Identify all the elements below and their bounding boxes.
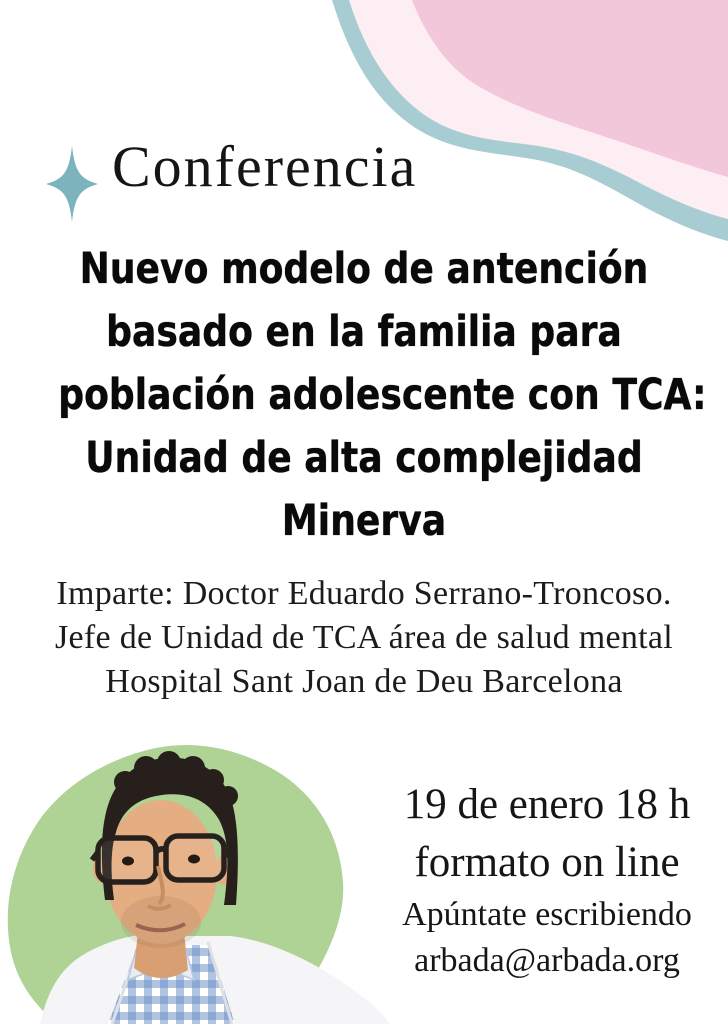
poster-title — [0, 238, 728, 553]
event-details — [366, 776, 728, 984]
signup-cta: Apúntate escribiendo — [402, 896, 692, 933]
eye — [188, 855, 200, 864]
speaker-line: Jefe de Unidad de TCA área de salud mental — [54, 619, 674, 656]
title-line: Minerva — [281, 496, 447, 546]
speaker-info — [0, 572, 728, 704]
eye — [122, 857, 134, 866]
top-right-wave-decoration — [0, 0, 728, 245]
speaker-line: Hospital Sant Joan de Deu Barcelona — [105, 663, 623, 700]
title-line: población adolescente con TCA: — [58, 370, 707, 420]
sparkle-icon — [46, 146, 98, 222]
speaker-line: Imparte: Doctor Eduardo Serrano-Troncoso. — [56, 575, 672, 612]
title-line: basado en la familia para — [106, 307, 622, 357]
event-date: 19 de enero 18 h — [403, 781, 691, 828]
signup-email: arbada@arbada.org — [414, 942, 680, 979]
event-format: formato on line — [414, 839, 680, 886]
speaker-photo — [0, 740, 420, 1024]
section-label: Conferencia — [112, 134, 418, 199]
title-line: Nuevo modelo de antención — [79, 244, 649, 294]
title-line: Unidad de alta complejidad — [85, 433, 643, 483]
